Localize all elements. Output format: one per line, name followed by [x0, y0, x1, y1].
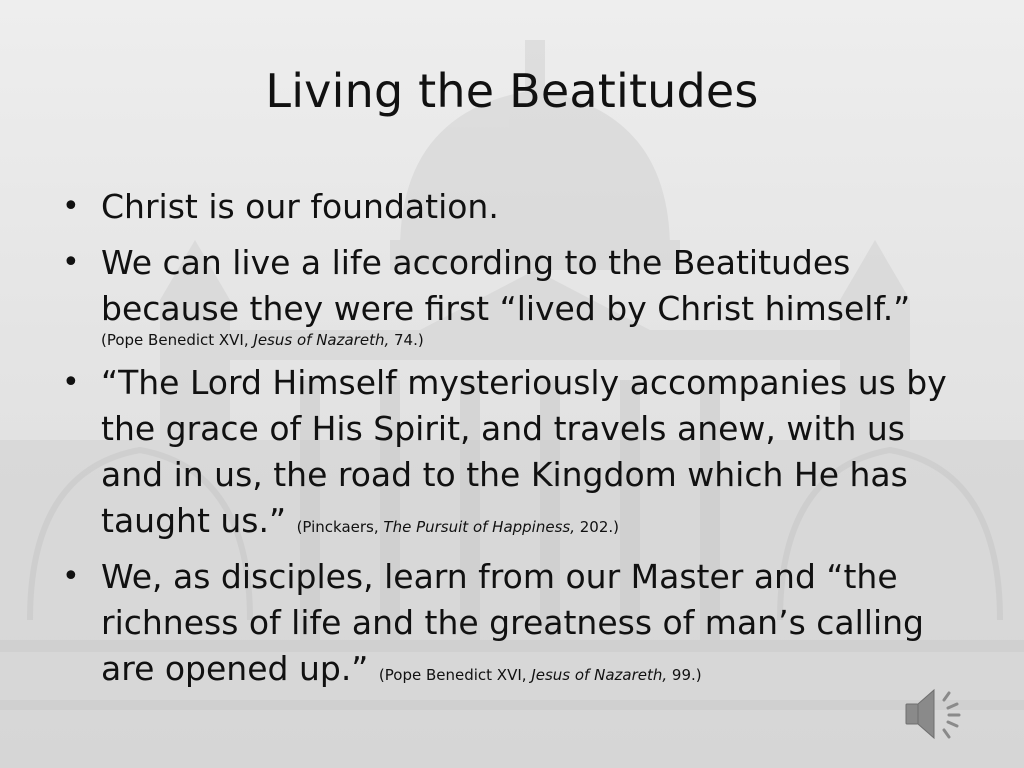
bullet-text: Christ is our foundation. [101, 187, 499, 226]
bullet-marker: • [62, 365, 80, 400]
slide-title: Living the Beatitudes [265, 64, 759, 118]
bullet-text: We can live a life according to the Beatitudes because they were first “lived by Christ himself.” [101, 243, 911, 328]
bullet-item [60, 554, 960, 692]
bullet-marker: • [62, 245, 80, 280]
bullet-item [60, 240, 960, 350]
bullet-marker: • [62, 559, 80, 594]
citation: (Pope Benedict XVI, Jesus of Nazareth, 74.) [101, 331, 424, 349]
citation: (Pinckaers, The Pursuit of Happiness, 202.) [296, 518, 620, 536]
bullet-marker: • [62, 189, 80, 224]
citation: (Pope Benedict XVI, Jesus of Nazareth, 99.) [378, 666, 702, 684]
bullet-text: We, as disciples, learn from our Master and “the richness of life and the greatness of man’s calling are opened up.” [101, 557, 924, 688]
bullet-item [60, 360, 960, 544]
bullet-item [60, 184, 960, 230]
bullet-text: “The Lord Himself mysteriously accompanies us by the grace of His Spirit, and travels anew, with us and in us, the road to the Kingdom which He has taught us.” [101, 363, 947, 540]
speaker-icon[interactable] [902, 684, 972, 744]
bullet-list [60, 184, 960, 702]
